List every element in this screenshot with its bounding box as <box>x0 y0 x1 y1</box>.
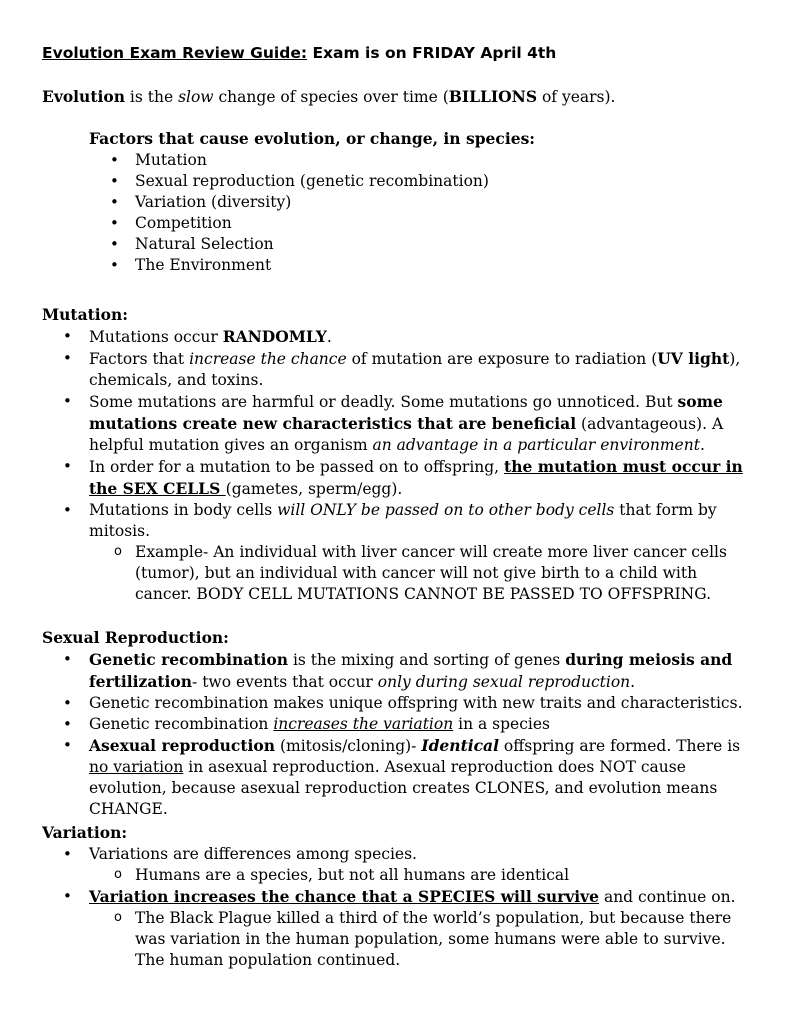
definition-emphasis: BILLIONS <box>448 87 538 106</box>
text: . <box>699 436 705 454</box>
list-item: • Sexual reproduction (genetic recombination) <box>42 171 762 192</box>
mutation-section <box>42 304 754 605</box>
emphasis: an advantage in a particular environment <box>372 436 700 454</box>
text: of mutation are exposure to radiation ( <box>346 350 658 368</box>
definition-text: is the <box>124 88 179 106</box>
variation-list <box>42 844 754 971</box>
emphasis: RANDOMLY <box>222 327 327 346</box>
text: Some mutations are harmful or deadly. Some mutations go unnoticed. But <box>89 393 678 411</box>
text: that form by mitosis. <box>89 501 717 540</box>
emphasis: increase the chance <box>189 350 347 368</box>
mutation-list <box>42 326 754 605</box>
page-title <box>42 43 556 64</box>
section-heading: Sexual Reproduction: <box>42 628 229 647</box>
list-item: • Competition <box>42 213 762 234</box>
title-guide: Evolution Exam Review Guide: <box>42 44 308 62</box>
list-item <box>42 456 754 500</box>
definition-emphasis: slow <box>178 88 214 106</box>
variation-section <box>42 822 754 971</box>
emphasis: some mutations create new characteristics that are beneficial <box>89 392 723 433</box>
emphasis: UV light <box>657 349 730 368</box>
list-item: • The Environment <box>42 255 762 276</box>
text: Mutations occur <box>89 328 223 346</box>
text: is the mixing and sorting of genes <box>288 651 566 669</box>
text: Factors that <box>89 350 190 368</box>
list-item <box>42 348 754 391</box>
section-heading: Mutation: <box>42 305 129 324</box>
list-item: • Variations are differences among species. <box>42 844 754 865</box>
list-item <box>42 649 754 693</box>
section-heading: Variation: <box>42 823 128 842</box>
list-item: • Natural Selection <box>42 234 762 255</box>
emphasis: Identical <box>421 736 499 755</box>
text: . <box>326 328 332 346</box>
text: and continue on. <box>599 888 736 906</box>
factors-heading: Factors that cause evolution, or change, in species: <box>89 129 536 148</box>
list-item <box>42 714 754 735</box>
factors-section <box>42 128 762 276</box>
emphasis: Genetic recombination <box>89 650 289 669</box>
text: in a species <box>453 715 550 733</box>
evolution-definition <box>42 86 615 108</box>
sub-list-item: o Humans are a species, but not all humans are identical <box>42 865 754 886</box>
list-item: • Genetic recombination makes unique offspring with new traits and characteristics. <box>42 693 754 714</box>
list-item <box>42 735 754 820</box>
text: (mitosis/cloning)- <box>275 737 422 755</box>
text: Genetic recombination <box>89 715 274 733</box>
text: (gametes, sperm/egg). <box>225 480 403 498</box>
text: . <box>630 673 636 691</box>
list-item: • Mutation <box>42 150 762 171</box>
text: ), chemicals, and toxins. <box>89 350 741 389</box>
emphasis: will ONLY be passed on to other body cells <box>277 501 615 519</box>
sexual-reproduction-list <box>42 649 754 820</box>
emphasis: the mutation must occur in the SEX CELLS <box>89 457 743 498</box>
list-item <box>42 391 754 456</box>
sub-list-item: o The Black Plague killed a third of the world’s population, but because there was variation in the human population, some humans were able to survive. The human population continued. <box>42 908 754 971</box>
definition-term: Evolution <box>42 87 125 106</box>
text: (advantageous). A helpful mutation gives an organism <box>89 415 724 454</box>
text: offspring are formed. There is <box>498 737 741 755</box>
definition-text: of years). <box>537 88 616 106</box>
text: in asexual reproduction. Asexual reproduction does NOT cause evolution, because asexual reproduction creates CLONES, and evolution means CHANGE. <box>89 758 718 818</box>
list-item <box>42 500 754 542</box>
definition-text: change of species over time ( <box>213 88 449 106</box>
text: - two events that occur <box>192 673 378 691</box>
sexual-reproduction-section <box>42 627 754 820</box>
list-item: • Variation (diversity) <box>42 192 762 213</box>
text: Mutations in body cells <box>89 501 278 519</box>
emphasis: during meiosis and fertilization <box>89 650 733 691</box>
sub-list-item: o Example- An individual with liver cancer will create more liver cancer cells (tumor), but an individual with cancer will not give birth to a child with cancer. BODY CELL MUTATIONS CANNOT BE PASSED TO OFFSPRING. <box>42 542 754 605</box>
emphasis: no variation <box>89 758 184 776</box>
emphasis: Variation increases the chance that a SPECIES will survive <box>89 887 600 906</box>
text: In order for a mutation to be passed on to offspring, <box>89 458 505 476</box>
list-item <box>42 886 754 908</box>
emphasis: increases the variation <box>273 715 454 733</box>
emphasis: Asexual reproduction <box>89 736 276 755</box>
emphasis: only during sexual reproduction <box>377 673 631 691</box>
factors-list <box>42 150 762 276</box>
list-item <box>42 326 754 348</box>
title-exam: Exam is on FRIDAY April 4th <box>307 44 557 62</box>
